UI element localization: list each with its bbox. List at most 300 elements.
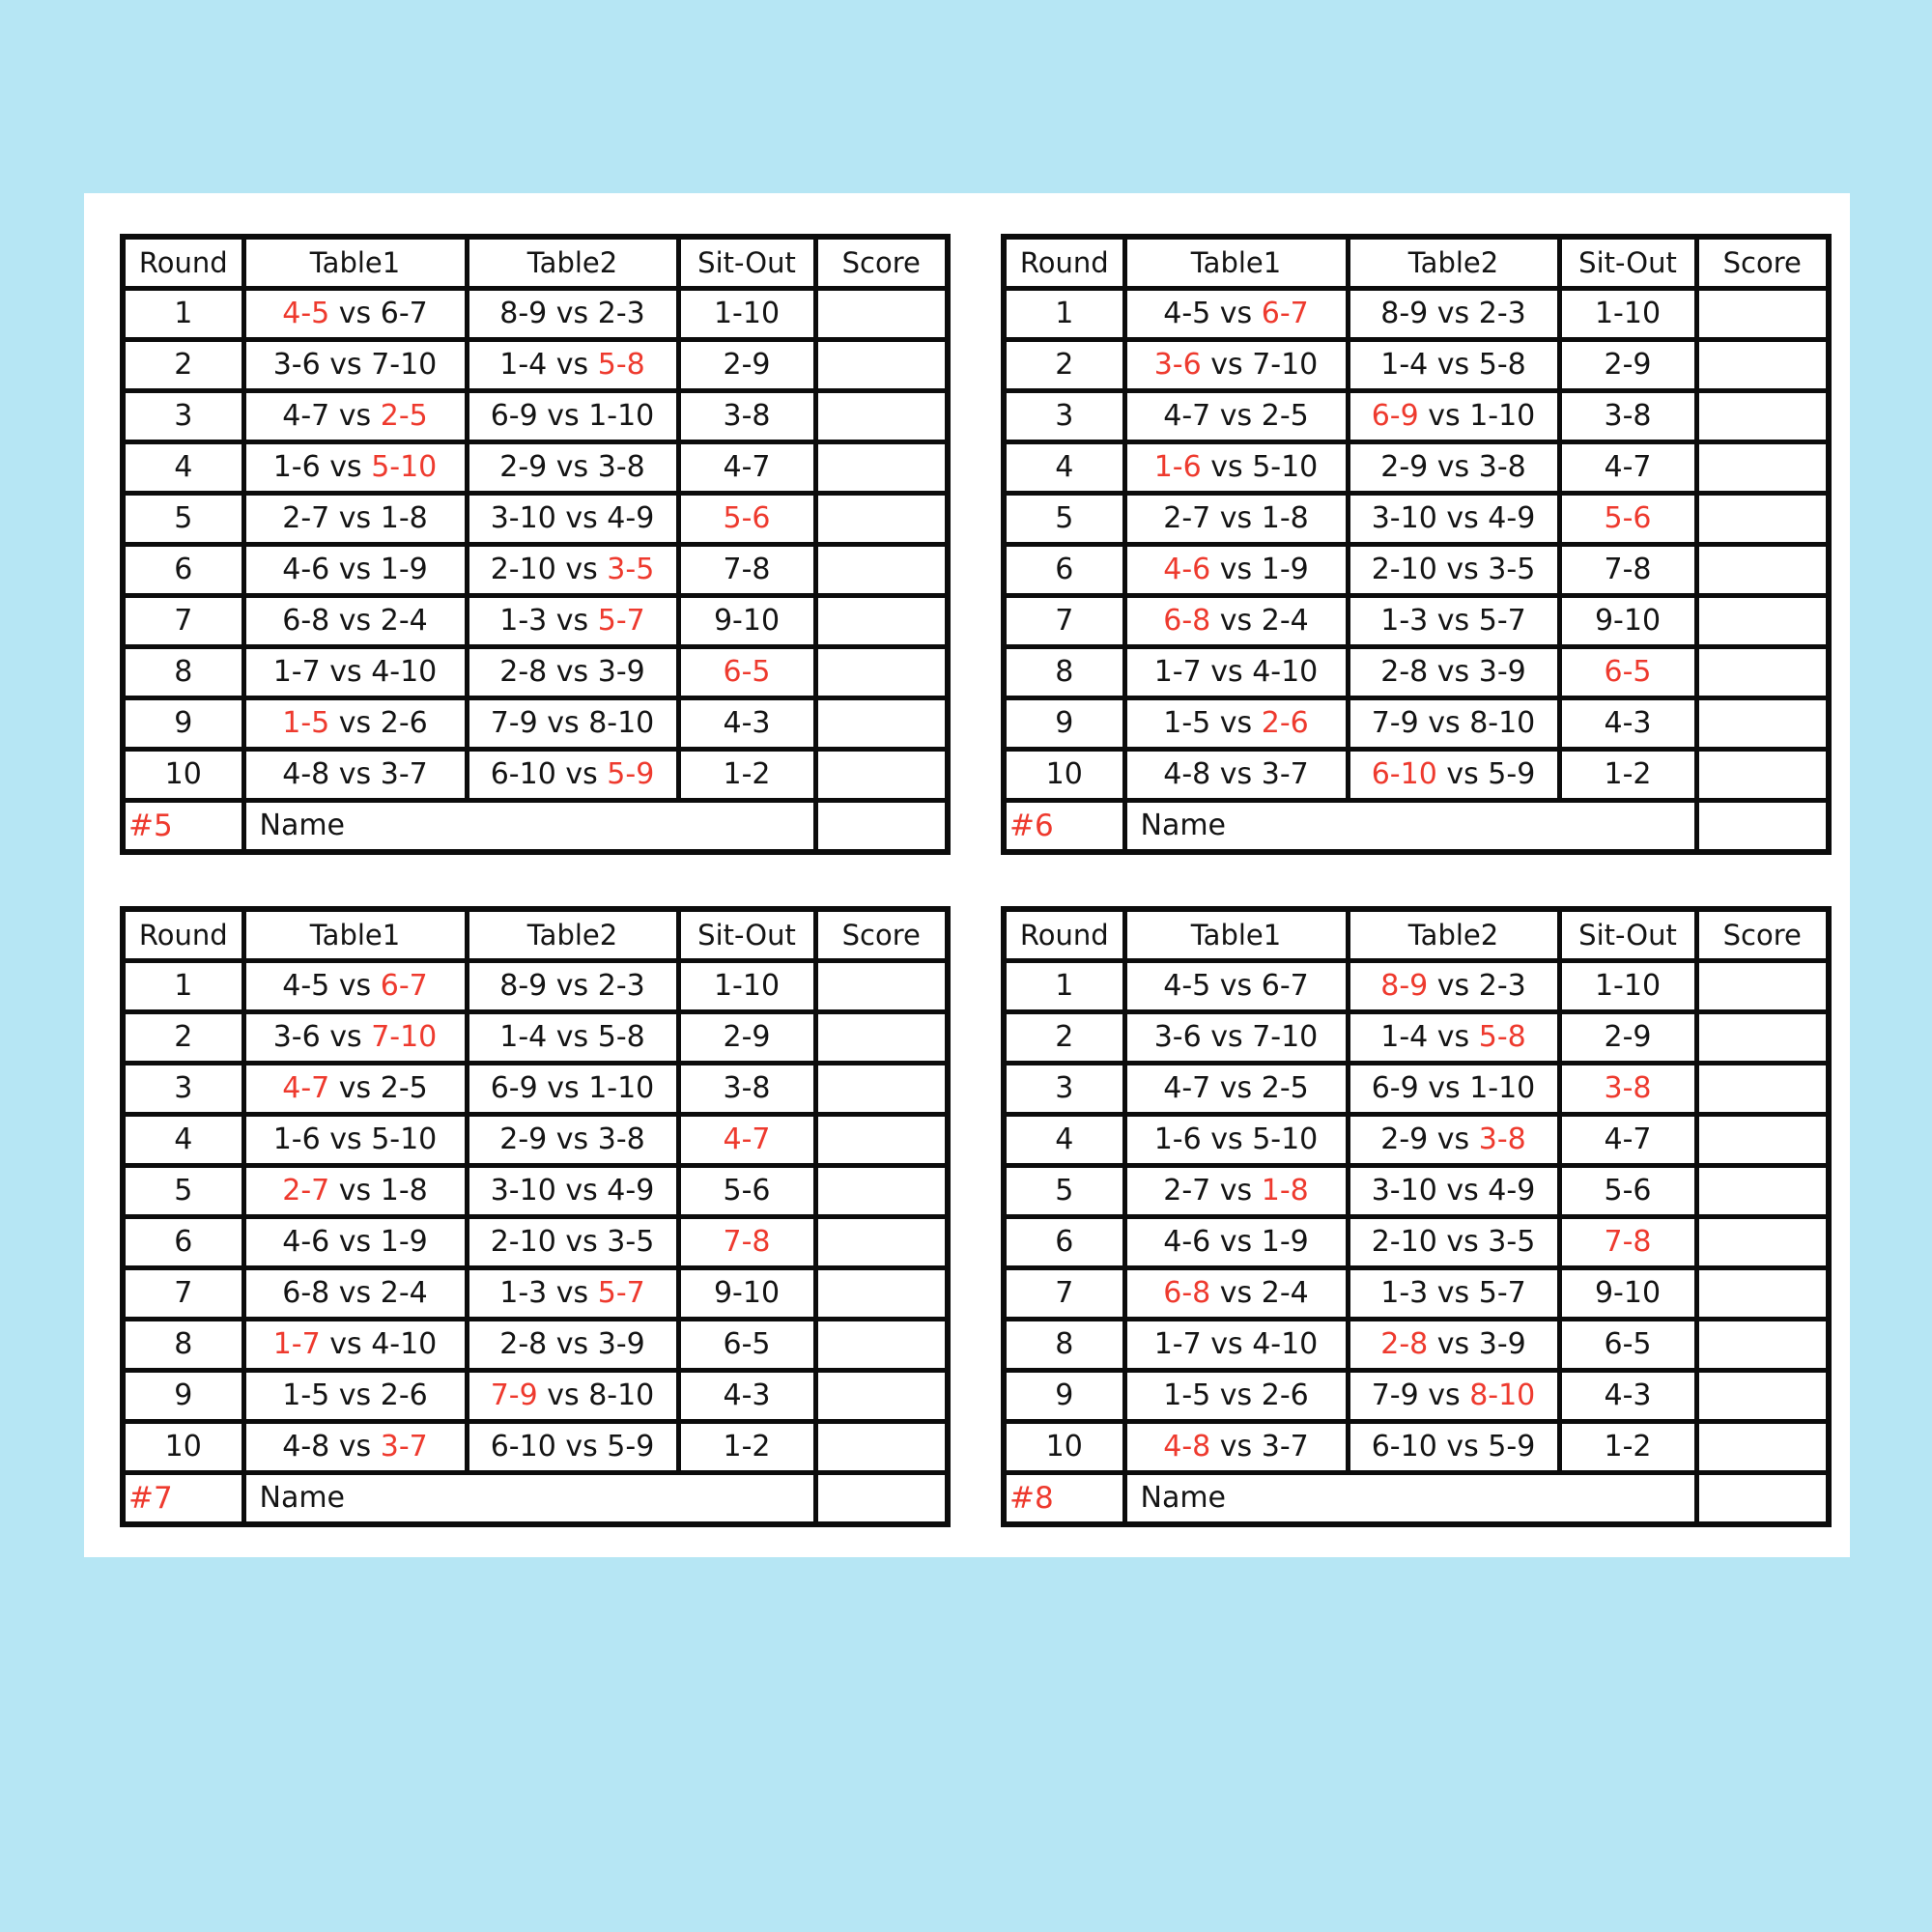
table1-matchup-cell xyxy=(1124,1268,1348,1320)
matchup-pair-a: 6-10 xyxy=(490,1430,556,1463)
matchup-pair-b: 3-7 xyxy=(1261,1430,1309,1463)
vs-separator: vs xyxy=(537,1071,589,1105)
sitout-cell xyxy=(678,596,815,647)
vs-separator: vs xyxy=(547,297,598,330)
score-cell xyxy=(1696,1371,1829,1422)
table2-matchup-cell xyxy=(467,1115,678,1166)
round-number-cell: 2 xyxy=(1004,340,1124,391)
matchup-pair-a: 1-5 xyxy=(1163,706,1211,740)
table1-matchup-cell xyxy=(1124,647,1348,698)
score-cell xyxy=(815,1012,948,1064)
vs-separator: vs xyxy=(1436,501,1489,535)
matchup-pair-a: 7-9 xyxy=(1371,1378,1419,1412)
matchup-pair-b: 1-8 xyxy=(1261,501,1309,535)
sitout-pair: 6-5 xyxy=(723,1327,771,1361)
sitout-cell xyxy=(1559,442,1696,494)
table2-matchup-cell xyxy=(1348,340,1559,391)
column-header-table1: Table1 xyxy=(1124,909,1348,961)
vs-separator: vs xyxy=(1428,297,1479,330)
round-number-cell: 6 xyxy=(1004,1217,1124,1268)
vs-separator: vs xyxy=(320,348,372,382)
score-cell xyxy=(815,1268,948,1320)
round-row xyxy=(123,289,948,340)
schedule-table xyxy=(120,234,951,855)
score-cell xyxy=(1696,340,1829,391)
vs-separator: vs xyxy=(547,348,598,382)
sitout-pair: 4-7 xyxy=(1604,1122,1652,1156)
round-number-cell: 4 xyxy=(123,442,243,494)
sitout-pair: 6-5 xyxy=(1604,1327,1652,1361)
table2-matchup-cell xyxy=(467,494,678,545)
sitout-cell xyxy=(1559,1320,1696,1371)
header-row xyxy=(1004,909,1829,961)
matchup-pair-a: 4-6 xyxy=(1163,1225,1211,1259)
column-header-table1: Table1 xyxy=(243,237,467,289)
round-row xyxy=(123,1268,948,1320)
vs-separator: vs xyxy=(1428,1020,1479,1054)
round-number-cell: 3 xyxy=(1004,1064,1124,1115)
round-row xyxy=(1004,750,1829,801)
round-row xyxy=(1004,1064,1829,1115)
round-row xyxy=(123,391,948,442)
table2-matchup-cell xyxy=(1348,391,1559,442)
table2-matchup-cell xyxy=(467,340,678,391)
matchup-pair-a: 4-8 xyxy=(1163,1430,1211,1463)
sitout-pair: 1-2 xyxy=(723,1430,771,1463)
table2-matchup-cell xyxy=(467,596,678,647)
round-number-cell: 3 xyxy=(123,391,243,442)
table1-matchup-cell xyxy=(243,1422,467,1473)
matchup-pair-b: 1-9 xyxy=(380,553,428,586)
table2-matchup-cell xyxy=(1348,1371,1559,1422)
sitout-cell xyxy=(1559,1115,1696,1166)
table1-matchup-cell xyxy=(1124,442,1348,494)
round-row xyxy=(123,1422,948,1473)
sitout-cell xyxy=(678,1064,815,1115)
vs-separator: vs xyxy=(329,1430,381,1463)
matchup-pair-b: 3-9 xyxy=(1478,1327,1526,1361)
table2-matchup-cell xyxy=(467,1064,678,1115)
matchup-pair-a: 1-4 xyxy=(499,1020,548,1054)
matchup-pair-b: 2-6 xyxy=(380,1378,428,1412)
matchup-pair-b: 1-10 xyxy=(588,1071,655,1105)
column-header-table2: Table2 xyxy=(467,909,678,961)
table2-matchup-cell xyxy=(1348,647,1559,698)
sitout-cell xyxy=(1559,494,1696,545)
round-row xyxy=(123,698,948,750)
round-number-cell: 9 xyxy=(123,698,243,750)
vs-separator: vs xyxy=(1428,1276,1479,1310)
column-header-table1: Table1 xyxy=(243,909,467,961)
matchup-pair-b: 3-9 xyxy=(597,655,645,689)
sitout-pair: 1-2 xyxy=(1604,757,1652,791)
matchup-pair-b: 2-3 xyxy=(1478,969,1526,1003)
matchup-pair-a: 1-6 xyxy=(272,1122,321,1156)
matchup-pair-b: 5-9 xyxy=(607,1430,655,1463)
round-row xyxy=(123,1320,948,1371)
matchup-pair-b: 8-10 xyxy=(588,1378,655,1412)
round-row xyxy=(123,442,948,494)
header-row xyxy=(123,909,948,961)
round-number-cell: 7 xyxy=(1004,1268,1124,1320)
column-header-score: Score xyxy=(815,909,948,961)
round-number-cell: 6 xyxy=(1004,545,1124,596)
vs-separator: vs xyxy=(1201,1122,1253,1156)
vs-separator: vs xyxy=(1428,969,1479,1003)
matchup-pair-b: 1-8 xyxy=(380,1174,428,1208)
matchup-pair-a: 1-3 xyxy=(1380,1276,1429,1310)
matchup-pair-b: 4-9 xyxy=(607,1174,655,1208)
score-cell xyxy=(815,1115,948,1166)
round-number-cell: 5 xyxy=(1004,1166,1124,1217)
table1-matchup-cell xyxy=(243,1166,467,1217)
matchup-pair-a: 4-6 xyxy=(282,1225,330,1259)
round-number-cell: 6 xyxy=(123,545,243,596)
matchup-pair-a: 4-5 xyxy=(1163,297,1211,330)
round-row xyxy=(123,1217,948,1268)
matchup-pair-a: 3-10 xyxy=(1371,1174,1437,1208)
round-number-cell: 10 xyxy=(1004,1422,1124,1473)
vs-separator: vs xyxy=(547,1122,598,1156)
round-number-cell: 5 xyxy=(123,1166,243,1217)
matchup-pair-a: 6-9 xyxy=(1371,1071,1419,1105)
round-row xyxy=(123,596,948,647)
matchup-pair-a: 2-9 xyxy=(499,450,548,484)
matchup-pair-b: 7-10 xyxy=(371,1020,438,1054)
vs-separator: vs xyxy=(1436,1174,1489,1208)
round-number-cell: 6 xyxy=(123,1217,243,1268)
table1-matchup-cell xyxy=(243,596,467,647)
matchup-pair-b: 6-7 xyxy=(380,969,428,1003)
matchup-pair-a: 6-8 xyxy=(1163,604,1211,638)
header-row xyxy=(123,237,948,289)
round-row xyxy=(123,494,948,545)
round-number-cell: 1 xyxy=(1004,289,1124,340)
matchup-pair-b: 5-8 xyxy=(1478,348,1526,382)
sitout-pair: 1-10 xyxy=(713,969,781,1003)
matchup-pair-a: 2-8 xyxy=(1380,1327,1429,1361)
table2-matchup-cell xyxy=(467,750,678,801)
matchup-pair-b: 4-9 xyxy=(1488,1174,1536,1208)
table1-matchup-cell xyxy=(1124,340,1348,391)
matchup-pair-a: 1-6 xyxy=(272,450,321,484)
score-cell xyxy=(815,1064,948,1115)
score-cell xyxy=(815,961,948,1012)
sitout-pair: 4-3 xyxy=(723,706,771,740)
table1-matchup-cell xyxy=(243,750,467,801)
matchup-pair-a: 8-9 xyxy=(1380,297,1429,330)
vs-separator: vs xyxy=(547,1020,598,1054)
vs-separator: vs xyxy=(537,706,589,740)
matchup-pair-a: 4-5 xyxy=(1163,969,1211,1003)
matchup-pair-b: 3-8 xyxy=(597,450,645,484)
round-number-cell: 1 xyxy=(123,961,243,1012)
name-field: Name xyxy=(1124,1473,1696,1525)
round-row xyxy=(123,1064,948,1115)
matchup-pair-a: 8-9 xyxy=(499,297,548,330)
table1-matchup-cell xyxy=(243,1371,467,1422)
vs-separator: vs xyxy=(1201,348,1253,382)
round-number-cell: 9 xyxy=(1004,698,1124,750)
vs-separator: vs xyxy=(1428,655,1479,689)
score-cell xyxy=(1696,442,1829,494)
round-number-cell: 1 xyxy=(1004,961,1124,1012)
vs-separator: vs xyxy=(555,1430,608,1463)
table1-matchup-cell xyxy=(243,289,467,340)
sitout-pair: 6-5 xyxy=(723,655,771,689)
matchup-pair-a: 2-10 xyxy=(1371,553,1437,586)
score-cell xyxy=(815,647,948,698)
round-row xyxy=(123,1166,948,1217)
footer-row xyxy=(123,1473,948,1525)
matchup-pair-a: 6-9 xyxy=(1371,399,1419,433)
matchup-pair-b: 3-7 xyxy=(380,1430,428,1463)
vs-separator: vs xyxy=(329,1071,381,1105)
matchup-pair-b: 6-7 xyxy=(1261,297,1309,330)
sitout-cell xyxy=(678,1268,815,1320)
round-number-cell: 8 xyxy=(123,647,243,698)
table1-matchup-cell xyxy=(243,391,467,442)
sitout-cell xyxy=(1559,1217,1696,1268)
matchup-pair-b: 7-10 xyxy=(1252,1020,1319,1054)
matchup-pair-a: 2-8 xyxy=(499,655,548,689)
score-cell xyxy=(815,750,948,801)
sitout-cell xyxy=(1559,1422,1696,1473)
column-header-sitout: Sit-Out xyxy=(678,909,815,961)
score-card-8 xyxy=(1001,906,1832,1527)
sitout-cell xyxy=(678,545,815,596)
score-cell xyxy=(815,442,948,494)
score-cell xyxy=(815,1320,948,1371)
schedule-table xyxy=(1001,906,1832,1527)
vs-separator: vs xyxy=(555,501,608,535)
matchup-pair-a: 6-10 xyxy=(1371,1430,1437,1463)
matchup-pair-b: 2-5 xyxy=(1261,1071,1309,1105)
vs-separator: vs xyxy=(555,553,608,586)
table1-matchup-cell xyxy=(243,961,467,1012)
round-number-cell: 8 xyxy=(1004,647,1124,698)
column-header-table2: Table2 xyxy=(467,237,678,289)
matchup-pair-a: 1-4 xyxy=(1380,348,1429,382)
vs-separator: vs xyxy=(320,1327,372,1361)
round-row xyxy=(1004,1012,1829,1064)
score-card-7 xyxy=(120,906,951,1527)
sitout-pair: 7-8 xyxy=(1604,1225,1652,1259)
table1-matchup-cell xyxy=(243,442,467,494)
table2-matchup-cell xyxy=(1348,1217,1559,1268)
round-row xyxy=(1004,391,1829,442)
matchup-pair-a: 2-7 xyxy=(1163,501,1211,535)
sitout-pair: 1-10 xyxy=(1594,969,1662,1003)
vs-separator: vs xyxy=(1428,604,1479,638)
sitout-cell xyxy=(1559,750,1696,801)
matchup-pair-a: 1-5 xyxy=(282,1378,330,1412)
sitout-pair: 4-7 xyxy=(723,1122,771,1156)
card-number: #7 xyxy=(123,1473,243,1525)
sitout-cell xyxy=(1559,340,1696,391)
name-field: Name xyxy=(243,1473,815,1525)
matchup-pair-b: 3-9 xyxy=(1478,655,1526,689)
round-row xyxy=(123,1371,948,1422)
vs-separator: vs xyxy=(547,604,598,638)
vs-separator: vs xyxy=(555,757,608,791)
matchup-pair-a: 1-7 xyxy=(272,1327,321,1361)
vs-separator: vs xyxy=(329,969,381,1003)
table1-matchup-cell xyxy=(243,1320,467,1371)
matchup-pair-b: 8-10 xyxy=(1469,1378,1536,1412)
matchup-pair-b: 1-10 xyxy=(1469,1071,1536,1105)
table2-matchup-cell xyxy=(467,1012,678,1064)
matchup-pair-a: 2-7 xyxy=(282,501,330,535)
score-cell xyxy=(1696,647,1829,698)
vs-separator: vs xyxy=(1210,501,1262,535)
score-cell xyxy=(815,494,948,545)
column-header-round: Round xyxy=(123,909,243,961)
matchup-pair-a: 1-4 xyxy=(499,348,548,382)
vs-separator: vs xyxy=(1210,1276,1262,1310)
table1-matchup-cell xyxy=(1124,1320,1348,1371)
sitout-pair: 4-3 xyxy=(1604,1378,1652,1412)
matchup-pair-b: 3-5 xyxy=(607,1225,655,1259)
matchup-pair-b: 3-7 xyxy=(380,757,428,791)
footer-row xyxy=(1004,1473,1829,1525)
table1-matchup-cell xyxy=(1124,698,1348,750)
matchup-pair-a: 3-10 xyxy=(1371,501,1437,535)
matchup-pair-b: 3-5 xyxy=(607,553,655,586)
sitout-cell xyxy=(1559,391,1696,442)
sitout-pair: 1-10 xyxy=(1594,297,1662,330)
matchup-pair-b: 2-5 xyxy=(380,399,428,433)
matchup-pair-a: 2-9 xyxy=(1380,1122,1429,1156)
vs-separator: vs xyxy=(547,655,598,689)
vs-separator: vs xyxy=(1418,706,1470,740)
column-header-round: Round xyxy=(1004,237,1124,289)
sitout-cell xyxy=(678,340,815,391)
matchup-pair-b: 5-9 xyxy=(1488,757,1536,791)
matchup-pair-a: 2-10 xyxy=(490,1225,556,1259)
round-number-cell: 9 xyxy=(1004,1371,1124,1422)
matchup-pair-a: 2-8 xyxy=(1380,655,1429,689)
card-number: #8 xyxy=(1004,1473,1124,1525)
vs-separator: vs xyxy=(1436,1225,1489,1259)
round-row xyxy=(1004,494,1829,545)
sitout-cell xyxy=(1559,1064,1696,1115)
matchup-pair-b: 4-10 xyxy=(1252,655,1319,689)
sitout-pair: 2-9 xyxy=(1604,348,1652,382)
column-header-score: Score xyxy=(815,237,948,289)
table1-matchup-cell xyxy=(1124,1422,1348,1473)
score-cell xyxy=(1696,1268,1829,1320)
sitout-cell xyxy=(678,442,815,494)
matchup-pair-b: 3-5 xyxy=(1488,553,1536,586)
sitout-cell xyxy=(1559,1012,1696,1064)
round-row xyxy=(1004,1320,1829,1371)
card-number: #6 xyxy=(1004,801,1124,853)
score-cell xyxy=(815,1217,948,1268)
vs-separator: vs xyxy=(1210,297,1262,330)
vs-separator: vs xyxy=(1201,1327,1253,1361)
column-header-table1: Table1 xyxy=(1124,237,1348,289)
matchup-pair-a: 2-9 xyxy=(1380,450,1429,484)
matchup-pair-b: 2-3 xyxy=(1478,297,1526,330)
round-number-cell: 10 xyxy=(123,750,243,801)
round-number-cell: 4 xyxy=(1004,442,1124,494)
column-header-score: Score xyxy=(1696,237,1829,289)
sitout-cell xyxy=(678,1012,815,1064)
round-row xyxy=(1004,1166,1829,1217)
matchup-pair-b: 1-8 xyxy=(380,501,428,535)
table2-matchup-cell xyxy=(467,647,678,698)
vs-separator: vs xyxy=(1428,450,1479,484)
table1-matchup-cell xyxy=(1124,494,1348,545)
table1-matchup-cell xyxy=(1124,1371,1348,1422)
matchup-pair-a: 1-3 xyxy=(1380,604,1429,638)
sitout-cell xyxy=(1559,961,1696,1012)
score-cell xyxy=(1696,1012,1829,1064)
round-number-cell: 2 xyxy=(123,340,243,391)
vs-separator: vs xyxy=(320,655,372,689)
score-cell xyxy=(815,545,948,596)
sitout-pair: 5-6 xyxy=(1604,501,1652,535)
score-cell xyxy=(1696,289,1829,340)
vs-separator: vs xyxy=(329,1225,381,1259)
vs-separator: vs xyxy=(329,501,381,535)
table2-matchup-cell xyxy=(1348,698,1559,750)
sitout-pair: 3-8 xyxy=(723,1071,771,1105)
table2-matchup-cell xyxy=(1348,1320,1559,1371)
matchup-pair-b: 3-8 xyxy=(597,1122,645,1156)
round-number-cell: 8 xyxy=(123,1320,243,1371)
matchup-pair-b: 5-10 xyxy=(1252,1122,1319,1156)
score-cell xyxy=(1696,961,1829,1012)
matchup-pair-b: 1-8 xyxy=(1261,1174,1309,1208)
matchup-pair-a: 3-6 xyxy=(1153,1020,1202,1054)
table2-matchup-cell xyxy=(1348,1115,1559,1166)
sitout-cell xyxy=(678,1320,815,1371)
sitout-cell xyxy=(1559,698,1696,750)
round-number-cell: 2 xyxy=(123,1012,243,1064)
sitout-cell xyxy=(1559,545,1696,596)
sitout-pair: 9-10 xyxy=(713,604,781,638)
table2-matchup-cell xyxy=(467,1422,678,1473)
sitout-pair: 5-6 xyxy=(723,1174,771,1208)
round-row xyxy=(123,545,948,596)
score-card-5 xyxy=(120,234,951,855)
score-cell xyxy=(1696,494,1829,545)
matchup-pair-a: 8-9 xyxy=(499,969,548,1003)
matchup-pair-a: 6-9 xyxy=(490,1071,538,1105)
round-number-cell: 7 xyxy=(1004,596,1124,647)
sitout-pair: 7-8 xyxy=(1604,553,1652,586)
vs-separator: vs xyxy=(547,1327,598,1361)
vs-separator: vs xyxy=(555,1225,608,1259)
round-row xyxy=(1004,1422,1829,1473)
matchup-pair-a: 6-8 xyxy=(282,1276,330,1310)
round-row xyxy=(1004,596,1829,647)
table1-matchup-cell xyxy=(1124,1166,1348,1217)
matchup-pair-a: 3-6 xyxy=(1153,348,1202,382)
sitout-cell xyxy=(678,1371,815,1422)
table2-matchup-cell xyxy=(467,1371,678,1422)
round-row xyxy=(1004,647,1829,698)
vs-separator: vs xyxy=(320,1020,372,1054)
sitout-pair: 1-2 xyxy=(1604,1430,1652,1463)
matchup-pair-b: 5-10 xyxy=(371,450,438,484)
score-cell xyxy=(815,1371,948,1422)
sitout-pair: 9-10 xyxy=(1594,604,1662,638)
round-number-cell: 5 xyxy=(123,494,243,545)
matchup-pair-b: 7-10 xyxy=(371,348,438,382)
